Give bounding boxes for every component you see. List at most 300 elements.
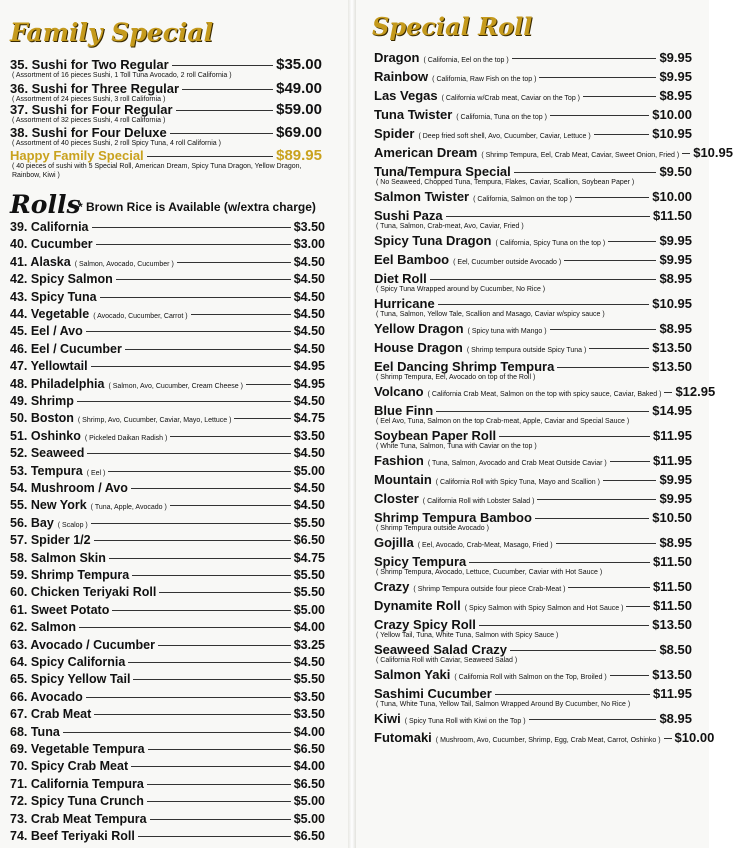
item-price: $9.95 (659, 50, 692, 65)
item-price: $3.50 (293, 707, 325, 722)
leader-line (535, 518, 649, 519)
item-price: $9.95 (659, 69, 692, 84)
item-price: $4.00 (293, 620, 325, 635)
leader-line (96, 244, 291, 245)
item-description: ( California, Spicy Tuna on the top ) (495, 240, 606, 247)
item-name: Closter (374, 491, 419, 506)
special-roll-title: Special Roll (372, 12, 533, 41)
leader-line (148, 749, 291, 750)
menu-item (10, 829, 325, 843)
item-subdescription: ( Shrimp Tempura outside Avocado ) (376, 525, 489, 532)
item-name: 58. Salmon Skin (10, 550, 106, 565)
item-name: Sushi Paza (374, 208, 443, 223)
item-name: 48. Philadelphia (10, 376, 105, 391)
menu-item (10, 359, 325, 373)
menu-item (374, 730, 715, 745)
item-description: ( Assortment of 40 pieces Sushi, 2 roll Spicy Tuna, 4 roll California ) (12, 140, 221, 147)
leader-line (608, 241, 656, 242)
leader-line (100, 297, 291, 298)
menu-item (374, 107, 692, 122)
item-price: $8.95 (659, 321, 692, 336)
item-name: 60. Chicken Teriyaki Roll (10, 585, 157, 600)
menu-item (10, 429, 325, 443)
item-price: $9.50 (659, 164, 692, 179)
item-name: 42. Spicy Salmon (10, 272, 113, 287)
menu-item (374, 403, 692, 418)
item-name: Soybean Paper Roll (374, 428, 497, 443)
item-name: 70. Spicy Crab Meat (10, 759, 129, 774)
menu-item (10, 290, 325, 304)
leader-line (92, 227, 291, 228)
menu-item (374, 384, 716, 399)
item-price: $6.50 (293, 742, 325, 756)
leader-line (87, 453, 290, 454)
item-price: $8.95 (659, 88, 692, 103)
leader-line (116, 279, 291, 280)
item-subdescription: ( No Seaweed, Chopped Tuna, Tempura, Flakes, Caviar, Scallion, Soybean Paper ) (376, 179, 635, 186)
item-name: 38. Sushi for Four Deluxe (10, 125, 167, 140)
item-name: 72. Spicy Tuna Crunch (10, 794, 144, 809)
leader-line (109, 558, 291, 559)
item-price: $8.95 (659, 711, 692, 726)
leader-line (512, 58, 657, 59)
leader-line (131, 766, 291, 767)
item-description: ( California, Salmon on the top ) (473, 196, 572, 203)
item-price: $3.25 (293, 637, 325, 652)
item-price: $4.50 (293, 394, 325, 408)
menu-item (374, 667, 692, 682)
item-name: 39. California (10, 220, 89, 234)
item-name: Crazy (374, 579, 410, 594)
menu-item (374, 472, 692, 487)
item-name: 51. Oshinko (10, 428, 81, 443)
item-name: Spicy Tuna Dragon (374, 233, 492, 248)
leader-line (94, 540, 291, 541)
menu-item (10, 394, 325, 408)
menu-item (374, 428, 692, 443)
item-description: ( California Roll with Spicy Tuna, Mayo and Scallion ) (435, 479, 600, 486)
menu-item (10, 655, 325, 669)
menu-item (374, 453, 692, 468)
item-price: $4.50 (293, 324, 325, 339)
item-price: $10.00 (652, 189, 692, 204)
leader-line (177, 262, 291, 263)
menu-item (10, 220, 325, 234)
item-name: Shrimp Tempura Bamboo (374, 510, 532, 525)
leader-line (234, 418, 290, 419)
leader-line (170, 133, 273, 134)
item-name: 40. Cucumber (10, 237, 93, 252)
menu-item (374, 126, 692, 141)
leader-line (603, 480, 657, 481)
leader-line (537, 499, 656, 500)
item-price: $11.50 (652, 598, 692, 613)
leader-line (159, 592, 290, 593)
item-price: $13.50 (652, 340, 692, 355)
item-price: $89.95 (276, 147, 322, 164)
leader-line (589, 348, 649, 349)
item-description: ( Shrimp, Avo, Cucumber, Caviar, Mayo, Lettuce ) (77, 417, 232, 425)
item-subdescription: ( Tuna, White Tuna, Yellow Tail, Salmon Wrapped Around By Cucumber, No Rice ) (376, 701, 631, 708)
item-name: Eel Dancing Shrimp Tempura (374, 359, 555, 374)
menu-item (374, 340, 692, 355)
item-name: Dynamite Roll (374, 598, 461, 613)
menu-item (10, 759, 325, 773)
item-name: Hurricane (374, 296, 435, 311)
item-description: ( California, Raw Fish on the top ) (432, 76, 537, 83)
menu-item (10, 237, 325, 251)
item-description: ( Spicy Tuna Roll with Kiwi on the Top ) (404, 718, 526, 725)
item-description: ( California, Tuna on the top ) (456, 114, 547, 121)
item-name: Tuna/Tempura Special (374, 164, 511, 179)
leader-line (182, 89, 273, 90)
leader-line (495, 694, 650, 695)
item-name: Tuna Twister (374, 107, 453, 122)
item-name: Sashimi Cucumber (374, 686, 492, 701)
menu-item (10, 603, 325, 617)
item-description: ( Spicy Salmon with Spicy Salmon and Hot Sauce ) (464, 605, 624, 612)
leader-line (539, 77, 656, 78)
item-price: $3.50 (293, 220, 325, 234)
item-price: $4.00 (293, 724, 325, 739)
menu-item (10, 812, 325, 826)
leader-line (510, 650, 656, 651)
menu-item (10, 255, 325, 269)
item-description: ( Pickeled Daikan Radish ) (84, 434, 168, 442)
item-description: ( Avocado, Cucumber, Carrot ) (93, 313, 188, 320)
item-name: Salmon Twister (374, 189, 470, 204)
leader-line (86, 697, 291, 698)
leader-line (682, 153, 690, 154)
item-name: 52. Seaweed (10, 446, 85, 461)
leader-line (499, 436, 650, 437)
leader-line (594, 134, 650, 135)
menu-item (374, 296, 692, 311)
item-name: Salmon Yaki (374, 667, 451, 682)
item-name: 74. Beef Teriyaki Roll (10, 829, 135, 843)
menu-item (10, 516, 325, 530)
item-subdescription: ( Yellow Tail, Tuna, White Tuna, Salmon with Spicy Sauce ) (376, 632, 559, 639)
menu-item (374, 510, 692, 525)
leader-line (469, 562, 650, 563)
menu-item (374, 598, 692, 613)
menu-item (10, 498, 325, 512)
item-price: $6.50 (293, 776, 325, 791)
menu-item (10, 672, 325, 686)
menu-item (374, 642, 692, 657)
menu-item (10, 742, 325, 756)
item-name: 63. Avocado / Cucumber (10, 637, 155, 652)
item-name: 59. Shrimp Tempura (10, 568, 130, 582)
leader-line (626, 606, 650, 607)
item-name: 62. Salmon (10, 620, 76, 635)
item-name: 71. California Tempura (10, 776, 144, 791)
leader-line (438, 304, 650, 305)
leader-line (664, 392, 672, 393)
item-name: 46. Eel / Cucumber (10, 341, 122, 356)
leader-line (436, 411, 649, 412)
item-description: ( Assortment of 24 pieces Sushi, 3 roll California ) (12, 96, 166, 103)
item-name: Crazy Spicy Roll (374, 617, 476, 632)
item-name: Spicy Tempura (374, 554, 467, 569)
item-name: 47. Yellowtail (10, 359, 88, 374)
leader-line (91, 523, 291, 524)
menu-item (10, 481, 325, 495)
item-name: House Dragon (374, 340, 463, 355)
item-price: $10.50 (652, 510, 692, 525)
item-price: $5.50 (293, 568, 325, 582)
leader-line (133, 679, 290, 680)
leader-line (86, 331, 291, 332)
item-price: $14.95 (652, 403, 692, 418)
leader-line (131, 488, 291, 489)
leader-line (514, 172, 657, 173)
item-price: $10.95 (652, 126, 692, 141)
menu-item (374, 69, 692, 84)
menu-item (10, 707, 325, 721)
leader-line (583, 96, 656, 97)
item-description: ( California Crab Meat, Salmon on the top with spicy sauce, Caviar, Baked ) (427, 391, 662, 398)
leader-line (568, 587, 650, 588)
menu-item (10, 568, 325, 582)
menu-item (374, 271, 692, 286)
leader-line (158, 645, 291, 646)
leader-line (91, 366, 291, 367)
item-subdescription: ( Shrimp Tempura, Avocado, Lettuce, Cucumber, Caviar with Hot Sauce ) (376, 569, 603, 576)
menu-item (10, 777, 325, 791)
item-price: $8.50 (659, 642, 692, 657)
item-price: $8.95 (659, 535, 692, 550)
item-name: Fashion (374, 453, 424, 468)
item-price: $5.00 (293, 463, 325, 478)
leader-line (575, 197, 649, 198)
menu-item (374, 252, 692, 267)
leader-line (170, 505, 291, 506)
menu-item (10, 342, 325, 356)
item-price: $9.95 (659, 252, 692, 267)
menu-item (10, 620, 325, 634)
item-price: $4.50 (293, 481, 325, 495)
item-description: ( Shrimp Tempura, Eel, Crab Meat, Caviar, Sweet Onion, Fried ) (481, 152, 680, 159)
item-price: $13.50 (652, 359, 692, 374)
item-price: $10.95 (693, 145, 733, 160)
menu-item (374, 491, 692, 506)
leader-line (246, 384, 291, 385)
menu-item (374, 321, 692, 336)
menu-item (374, 208, 692, 223)
item-description: ( Salmon, Avo, Cucumber, Cream Cheese ) (108, 382, 243, 390)
brown-rice-note: * Brown Rice is Available (w/extra charge) (78, 200, 316, 214)
item-subdescription: ( Tuna, Salmon, Yellow Tale, Scallion and Masago, Caviar w/spicy sauce ) (376, 311, 605, 318)
item-price: $5.00 (293, 602, 325, 617)
item-price: $5.50 (293, 585, 325, 600)
item-description: ( Eel, Cucumber outside Avocado ) (453, 259, 562, 266)
item-description: ( Shrimp tempura outside Spicy Tuna ) (466, 347, 587, 354)
item-description: ( Mushroom, Avo, Cucumber, Shrimp, Egg, Crab Meat, Carrot, Oshinko ) (435, 737, 661, 744)
item-description: ( Assortment of 16 pieces Sushi, 1 Toll Tuna Avocado, 2 roll California ) (12, 72, 232, 79)
item-price: $4.50 (293, 272, 325, 287)
item-price: $11.95 (652, 453, 692, 468)
item-name: 41. Alaska (10, 254, 71, 269)
leader-line (147, 156, 273, 157)
item-description: ( California, Eel on the top ) (423, 57, 509, 64)
leader-line (446, 216, 650, 217)
item-price: $13.50 (652, 667, 692, 682)
item-price: $6.50 (293, 829, 325, 843)
item-price: $59.00 (276, 101, 322, 118)
menu-item (374, 359, 692, 374)
item-description: ( Tuna, Apple, Avocado ) (90, 504, 167, 512)
item-name: Diet Roll (374, 271, 427, 286)
item-price: $69.00 (276, 124, 322, 141)
leader-line (125, 349, 291, 350)
leader-line (191, 314, 291, 315)
item-name: Blue Finn (374, 403, 434, 418)
item-price: $5.50 (293, 672, 325, 687)
item-price: $13.50 (652, 617, 692, 632)
leader-line (94, 714, 290, 715)
item-name: Mountain (374, 472, 432, 487)
leader-line (557, 367, 649, 368)
leader-line (128, 662, 290, 663)
item-price: $5.00 (293, 794, 325, 809)
item-price: $3.50 (293, 428, 325, 443)
leader-line (430, 279, 657, 280)
item-description: ( Tuna, Salmon, Avocado and Crab Meat Outside Caviar ) (427, 460, 607, 467)
item-description: ( Eel ) (86, 469, 106, 477)
item-name: 53. Tempura (10, 463, 83, 478)
menu-item (374, 50, 692, 65)
item-name: Eel Bamboo (374, 252, 450, 267)
item-price: $10.95 (652, 296, 692, 311)
item-price: $5.00 (293, 811, 325, 826)
item-name: 69. Vegetable Tempura (10, 742, 145, 756)
item-name: 54. Mushroom / Avo (10, 481, 128, 495)
leader-line (550, 329, 657, 330)
leader-line (172, 65, 273, 66)
menu-item (374, 579, 692, 594)
leader-line (63, 732, 291, 733)
menu-item (374, 164, 692, 179)
item-name: 55. New York (10, 498, 87, 513)
menu-item (374, 686, 692, 701)
item-name: 56. Bay (10, 515, 54, 530)
leader-line (610, 675, 649, 676)
item-price: $4.50 (293, 254, 325, 269)
item-name: Happy Family Special (10, 148, 144, 163)
leader-line (610, 461, 650, 462)
item-description: ( California Roll with Salmon on the Top, Broiled ) (454, 674, 607, 681)
item-price: $4.50 (293, 341, 325, 356)
family-special-title: Family Special (10, 18, 214, 47)
item-description: ( 40 pieces of sushi with 5 Special Roll, American Dream, Spicy Tuna Dragon, Yellow Dragon, Rainbow, Kiwi ) (12, 163, 302, 179)
item-name: 49. Shrimp (10, 394, 74, 408)
item-price: $4.00 (293, 759, 325, 774)
item-price: $11.95 (652, 428, 692, 443)
item-name: Yellow Dragon (374, 321, 464, 336)
item-name: 43. Spicy Tuna (10, 289, 97, 304)
item-description: ( Eel, Avocado, Crab-Meat, Masago, Fried ) (417, 542, 553, 549)
menu-item (374, 233, 692, 248)
leader-line (77, 401, 291, 402)
menu-item (10, 725, 325, 739)
item-price: $6.50 (293, 533, 325, 548)
item-name: 64. Spicy California (10, 655, 126, 669)
item-name: Dragon (374, 50, 420, 65)
leader-line (147, 784, 291, 785)
item-description: ( Assortment of 32 pieces Sushi, 4 roll California ) (12, 117, 166, 124)
item-description: ( Salmon, Avocado, Cucumber ) (74, 260, 174, 268)
leader-line (79, 627, 291, 628)
leader-line (138, 836, 291, 837)
menu-item (10, 411, 325, 425)
item-price: $3.50 (293, 689, 325, 704)
item-price: $12.95 (675, 384, 716, 399)
item-price: $4.95 (293, 359, 325, 374)
menu-item (374, 189, 692, 204)
item-price: $4.95 (293, 376, 325, 391)
menu-item (374, 535, 692, 550)
item-price: $10.00 (674, 730, 715, 745)
item-name: Gojilla (374, 535, 414, 550)
item-name: 67. Crab Meat (10, 707, 92, 722)
item-price: $11.50 (652, 579, 692, 594)
leader-line (132, 575, 290, 576)
menu-item (374, 711, 692, 726)
item-description: ( Scalop ) (57, 521, 88, 529)
item-name: Spider (374, 126, 415, 141)
leader-line (564, 260, 656, 261)
leader-line (550, 115, 649, 116)
item-price: $4.50 (293, 498, 325, 513)
menu-item (374, 554, 692, 569)
item-subdescription: ( California Roll with Caviar, Seaweed Salad ) (376, 657, 518, 664)
item-subdescription: ( White Tuna, Salmon, Tuna with Caviar on the top ) (376, 443, 537, 450)
item-name: 37. Sushi for Four Regular (10, 102, 173, 117)
menu-item (374, 88, 692, 103)
item-price: $35.00 (276, 56, 322, 73)
item-price: $4.50 (293, 307, 325, 321)
leader-line (479, 625, 649, 626)
rolls-title: Rolls (10, 190, 81, 219)
item-name: Las Vegas (374, 88, 438, 103)
menu-item (10, 533, 325, 547)
item-price: $4.75 (293, 411, 325, 426)
menu-item (10, 551, 325, 565)
item-name: Volcano (374, 384, 424, 399)
menu-item (374, 617, 692, 632)
item-name: Futomaki (374, 730, 432, 745)
menu-item (10, 324, 325, 338)
leader-line (176, 110, 274, 111)
item-price: $11.95 (652, 686, 692, 701)
item-name: 45. Eel / Avo (10, 324, 83, 339)
item-price: $5.50 (293, 515, 325, 530)
item-description: ( Deep fried soft shell, Avo, Cucumber, Caviar, Lettuce ) (418, 133, 591, 140)
menu-item (10, 307, 325, 321)
item-price: $4.50 (293, 446, 325, 461)
item-price: $11.50 (652, 554, 692, 569)
item-name: 50. Boston (10, 411, 74, 426)
item-name: Rainbow (374, 69, 429, 84)
item-price: $10.00 (652, 107, 692, 122)
item-name: 68. Tuna (10, 724, 60, 739)
item-price: $4.75 (293, 550, 325, 565)
item-name: 44. Vegetable (10, 307, 90, 321)
item-name: Seaweed Salad Crazy (374, 642, 507, 657)
item-name: American Dream (374, 145, 478, 160)
item-price: $8.95 (659, 271, 692, 286)
